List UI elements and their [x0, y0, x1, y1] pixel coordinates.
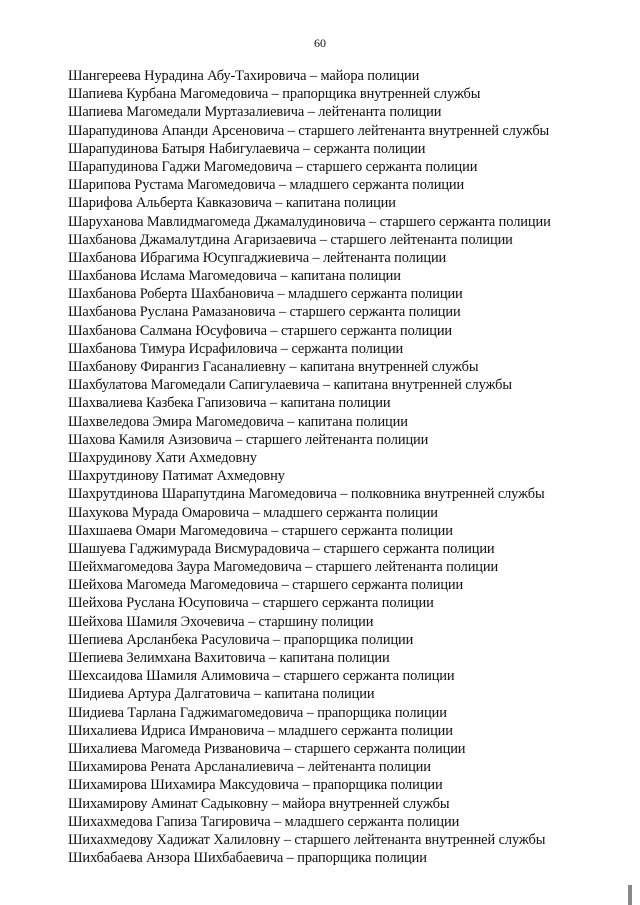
list-item: Шашуева Гаджимурада Висмурадовича – старшего сержанта полиции: [68, 540, 495, 557]
list-item: Шахова Камиля Азизовича – старшего лейтенанта полиции: [68, 431, 429, 448]
page-number: 60: [314, 36, 326, 50]
list-item: Шихахмедову Хадижат Халиловну – старшего лейтенанта внутренней службы: [68, 831, 546, 848]
list-item: Шаруханова Мавлидмагомеда Джамалудиновича – старшего сержанта полиции: [68, 213, 551, 230]
list-item: Шахбанова Ислама Магомедовича – капитана полиции: [68, 268, 401, 285]
list-item: Шихалиева Идриса Имрановича – младшего сержанта полиции: [68, 722, 453, 739]
list-item: Шидиева Тарлана Гаджимагомедовича – прапорщика полиции: [68, 704, 447, 721]
list-item: Шихамирову Аминат Садыковну – майора внутренней службы: [68, 795, 450, 812]
list-item: Шарапудинова Гаджи Магомедовича – старшего сержанта полиции: [68, 158, 478, 175]
list-item: Шахбанову Фирангиз Гасаналиевну – капитана внутренней службы: [68, 359, 479, 375]
list-item: Шехсаидова Шамиля Алимовича – старшего сержанта полиции: [68, 668, 455, 685]
list-item: Шахбанова Ибрагима Юсупгаджиевича – лейтенанта полиции: [68, 249, 447, 266]
list-item: Шихалиева Магомеда Ризвановича – старшего сержанта полиции: [68, 740, 466, 757]
list-item: Шахбанова Джамалутдина Агаризаевича – старшего лейтенанта полиции: [68, 231, 513, 248]
list-item: Шейхова Магомеда Магомедовича – старшего сержанта полиции: [68, 577, 464, 594]
list-item: Шапиева Магомедали Муртазалиевича – лейтенанта полиции: [68, 104, 442, 121]
list-item: Шейхмагомедова Заура Магомедовича – старшего лейтенанта полиции: [68, 559, 499, 576]
list-item: Шахбанова Роберта Шахбановича – младшего сержанта полиции: [68, 286, 463, 303]
list-item: Шахбанова Тимура Исрафиловича – сержанта полиции: [68, 340, 404, 357]
list-item: Шахбанова Салмана Юсуфовича – старшего сержанта полиции: [68, 322, 453, 339]
list-item: Шарапудинова Батыря Набигулаевича – сержанта полиции: [68, 140, 426, 157]
list-item: Шепиева Зелимхана Вахитовича – капитана полиции: [68, 650, 390, 666]
list-item: Шихамирова Рената Арсланалиевича – лейтенанта полиции: [68, 759, 431, 776]
award-list: [68, 67, 628, 867]
list-item: Шейхова Руслана Юсуповича – старшего сержанта полиции: [68, 595, 434, 612]
list-item: Шапиева Курбана Магомедовича – прапорщика внутренней службы: [68, 86, 481, 103]
list-item: Шихамирова Шихамира Максудовича – прапорщика полиции: [68, 777, 443, 794]
list-item: Шейхова Шамиля Эхочевича – старшину полиции: [68, 613, 374, 630]
list-item: Шарапудинова Апанди Арсеновича – старшего лейтенанта внутренней службы: [68, 122, 550, 139]
list-item: Шангереева Нурадина Абу-Тахировича – майора полиции: [68, 68, 420, 84]
list-item: Шахрудинову Хати Ахмедовну: [68, 449, 257, 466]
list-item: Шахбанова Руслана Рамазановича – старшего сержанта полиции: [68, 304, 461, 321]
list-item: Шахукова Мурада Омаровича – младшего сержанта полиции: [68, 504, 438, 521]
list-item: Шихбабаева Анзора Шихбабаевича – прапорщика полиции: [68, 850, 427, 867]
list-item: Шахшаева Омари Магомедовича – старшего сержанта полиции: [68, 522, 453, 539]
list-item: Шахбулатова Магомедали Сапигулаевича – капитана внутренней службы: [68, 377, 512, 394]
list-item: Шарипова Рустама Магомедовича – младшего сержанта полиции: [68, 177, 465, 194]
scan-edge-mark: [628, 885, 632, 905]
list-item: Шидиева Артура Далгатовича – капитана полиции: [68, 686, 375, 703]
list-item: Шепиева Арсланбека Расуловича – прапорщика полиции: [68, 631, 414, 648]
list-item: Шихахмедова Гапиза Тагировича – младшего сержанта полиции: [68, 813, 460, 830]
list-item: Шарифова Альберта Кавказовича – капитана полиции: [68, 195, 396, 212]
list-item: Шахрутдинова Шарапутдина Магомедовича – полковника внутренней службы: [68, 486, 545, 503]
list-item: Шахвеледова Эмира Магомедовича – капитана полиции: [68, 413, 408, 430]
list-item: Шахрутдинову Патимат Ахмедовну: [68, 468, 285, 485]
list-item: Шахвалиева Казбека Гапизовича – капитана полиции: [68, 395, 391, 412]
